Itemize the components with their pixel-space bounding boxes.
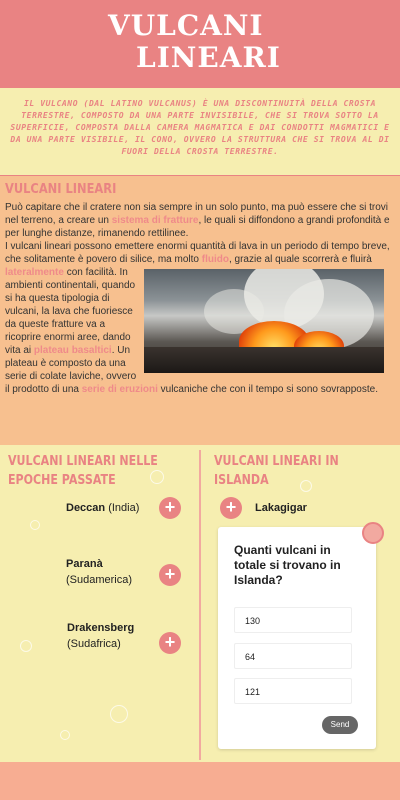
epoch-item-parana [66, 556, 132, 588]
highlight-fluido: fluido [201, 254, 229, 265]
expand-drakensberg-button[interactable] [159, 632, 181, 654]
epoch-name: Paranà [66, 558, 103, 570]
footer-bar [0, 762, 400, 800]
expand-deccan-button[interactable] [159, 497, 181, 519]
plus-icon: + [164, 632, 176, 652]
epoch-region: (Sudafrica) [67, 638, 121, 650]
text-span: con facilità. In ambienti continentali, quando si ha questa tipologia di vulcani, la lava che fuoriesce da queste fratture va a ricoprire enormi aree, dando vita ai [5, 267, 136, 356]
plus-icon: + [164, 564, 176, 584]
text-span: , le quali si diffondono a grandi profondità e per lunghe distanze, rimanendo rettilinee. [5, 215, 390, 239]
intro-text: IL VULCANO (DAL LATINO VULCANUS) È UNA DISCONTINUITÀ DELLA CROSTA TERRESTRE, COMPOSTO DA UNA PARTE INVISIBILE, CHE SI TROVA SOTTO LA SUPERFICIE, COMPOSTA DALLA CAMERA MAGMATICA E DAI CONDOTTI MAGMATICI E DA UNA PARTE VISIBILE, IL CONO, OVVERO LA STRUTTURA CHE SI TROVA AL DI FUORI DELLA CROSTA TERRESTRE. [10, 99, 390, 156]
volcano-eruption-image [144, 269, 384, 373]
epoch-item-deccan [66, 500, 139, 516]
expand-lakagigar-button[interactable] [220, 497, 242, 519]
section-heading: VULCANI LINEARI [5, 182, 117, 197]
section-vulcani-lineari [0, 175, 400, 445]
section-body [5, 201, 390, 396]
epoch-region: (India) [108, 502, 140, 514]
epoch-name: Drakensberg [67, 622, 135, 634]
section-heading-islanda: VULCANI LINEARI IN ISLANDA [214, 454, 339, 488]
epoch-item-drakensberg [67, 620, 134, 652]
send-button[interactable]: Send [322, 716, 358, 734]
text-span: vulcaniche che con il tempo si sono sovrapposte. [157, 384, 378, 395]
quiz-option[interactable]: 121 [234, 678, 352, 704]
text-span: I vulcani lineari possono emettere enormi quantità di lava in un periodo di tempo breve, che solitamente è povero di silice, ma molto [5, 241, 390, 265]
expand-parana-button[interactable] [159, 564, 181, 586]
text-span: . Un plateau è composto da una serie di colate laviche, ovvero il prodotto di una [5, 345, 137, 395]
column-divider [199, 450, 201, 760]
header-banner [0, 0, 400, 88]
highlight-serie-eruzioni: serie di eruzioni [81, 384, 158, 395]
decor-bubble [30, 520, 40, 530]
quiz-close-dot[interactable] [362, 522, 384, 544]
highlight-plateau-basaltici: plateau basaltici [33, 345, 112, 356]
plus-icon: + [225, 497, 237, 517]
page-title-line1: VULCANI [108, 9, 264, 42]
text-span: Può capitare che il cratere non sia sempre in un solo punto, ma può essere che si trovi nel terreno, a creare un [5, 202, 388, 226]
decor-bubble [20, 640, 32, 652]
epoch-name: Deccan [66, 502, 106, 514]
epoch-item-lakagigar: Lakagigar [255, 502, 307, 514]
quiz-question: Quanti vulcani in totale si trovano in Islanda? [234, 543, 341, 587]
section-heading-epoche: VULCANI LINEARI NELLE EPOCHE PASSATE [8, 454, 158, 488]
epoch-region: (Sudamerica) [66, 574, 133, 586]
quiz-card [218, 527, 376, 749]
text-span: , grazie al quale scorrerà e fluirà [228, 254, 372, 265]
decor-bubble [110, 705, 128, 723]
decor-bubble [60, 730, 70, 740]
highlight-lateralmente: lateralmente [5, 267, 64, 278]
page-title-line2: LINEARI [136, 41, 281, 74]
plus-icon: + [164, 497, 176, 517]
highlight-sistema-fratture: sistema di fratture [111, 215, 199, 226]
quiz-option[interactable]: 130 [234, 607, 352, 633]
ground-shape [144, 347, 384, 373]
quiz-option[interactable]: 64 [234, 643, 352, 669]
